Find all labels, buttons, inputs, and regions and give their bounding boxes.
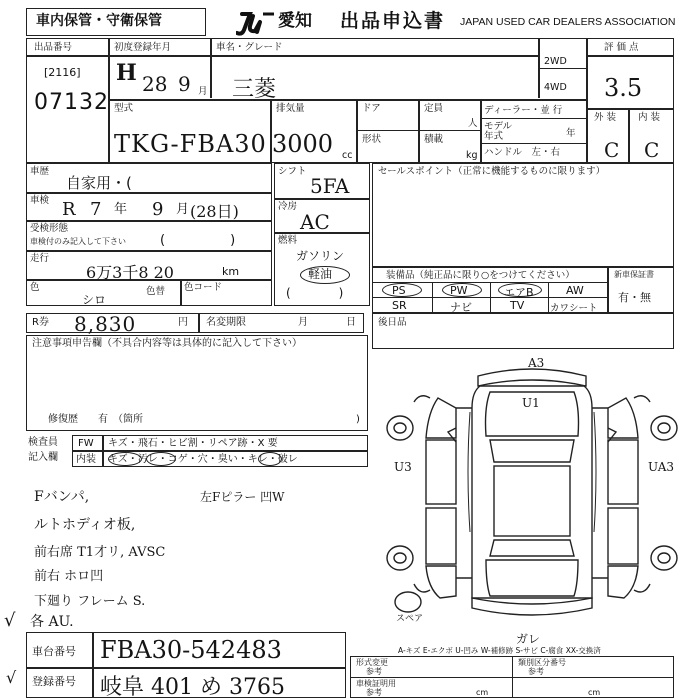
diagram-note-bottom: ガレ — [516, 632, 541, 646]
interior-title: 内装 — [76, 454, 96, 465]
diagram-note-top: A3 — [528, 356, 545, 370]
score-value: 3.5 — [604, 74, 643, 102]
notes-label: 注意事項申告欄（不具合内容等は具体的に記入して下さい） — [32, 338, 302, 349]
dealer-label: ディーラー・並 行 — [484, 105, 563, 116]
equip-seat: カワシート — [550, 303, 598, 314]
inspection-day: (28日) — [190, 202, 239, 221]
drive-4wd: 4WD — [544, 82, 567, 93]
color-code-label: 色コード — [184, 282, 223, 293]
inspection-label: 車検 — [30, 195, 50, 206]
bottom-form-u2: cm — [588, 688, 601, 697]
inspection-year-unit: 年 — [114, 202, 128, 217]
repair-history-close: ) — [356, 414, 360, 425]
note-line-6: 各 AU. — [30, 614, 74, 630]
bottom-form-l4: 参考 — [366, 688, 382, 697]
color-label: 色 — [30, 282, 40, 293]
note-line-2: ルトホディオ板, — [34, 517, 136, 533]
first-reg-year: 28 — [142, 72, 168, 96]
shape-label: 形状 — [362, 134, 382, 145]
car-name-label: 車名・グレード — [216, 42, 283, 53]
equip-sr: SR — [392, 299, 407, 312]
lot-tag: [2116] — [44, 66, 81, 79]
doors-label: ドア — [362, 103, 381, 114]
inspector-label-2: 記入欄 — [28, 452, 58, 463]
interior-label: 内 装 — [638, 112, 661, 123]
equip-airbag: エアB — [504, 286, 534, 299]
model-label: 型式 — [114, 103, 134, 114]
bottom-form-l3: 車検証明用 — [356, 679, 396, 688]
receipt-paren: ( ) — [160, 233, 236, 248]
diagram-note-hood: U1 — [522, 396, 540, 410]
inspection-year: 7 — [90, 199, 102, 220]
interior-scribble-1 — [108, 452, 142, 466]
exterior-label: 外 装 — [594, 112, 617, 123]
drive-2wd: 2WD — [544, 56, 567, 67]
diagram-note-right: UA3 — [648, 460, 675, 474]
color-value: シロ — [82, 293, 107, 307]
score-label: 評 価 点 — [604, 42, 639, 53]
receipt-note: 車検付のみ記入して下さい — [30, 237, 126, 246]
ac-value: AC — [300, 210, 330, 234]
chassis-value: FBA30-542483 — [100, 636, 282, 664]
name-change-day: 日 — [346, 317, 356, 328]
first-reg-label: 初度登録年月 — [114, 42, 172, 53]
note-line-3: 前右席 T1才リ, AVSC — [34, 545, 166, 560]
diagram-note-left: U3 — [394, 460, 412, 474]
displacement-unit: cc — [342, 150, 353, 161]
displacement-value: 3000 — [272, 130, 334, 158]
model-value: TKG-FBA30 — [114, 130, 267, 158]
color-change-label: 色替 — [146, 286, 166, 297]
year-label: 年式 — [484, 131, 504, 142]
note-front-right: 左Fピラー 凹W — [200, 490, 285, 504]
equip-tv: TV — [510, 299, 525, 312]
fw-title: FW — [78, 438, 94, 449]
chassis-label: 車台番号 — [32, 645, 76, 658]
equip-navi: ナビ — [450, 301, 472, 314]
mileage-unit: km — [222, 265, 240, 278]
warranty-value: 有・無 — [618, 291, 651, 304]
interior-grade: C — [644, 138, 660, 162]
storage-label: 車内保管・守衛保管 — [36, 13, 162, 29]
fuel-diesel: 軽油 — [308, 267, 333, 281]
reg-label: 登録番号 — [32, 675, 76, 688]
note-checkmark: √ — [4, 610, 16, 631]
exterior-grade: C — [604, 138, 620, 162]
spare-label: スペア — [396, 614, 424, 624]
later-item-label: 後日品 — [378, 317, 407, 328]
ac-label: 冷房 — [278, 201, 298, 212]
bottom-form-u1: cm — [476, 688, 489, 697]
weight-unit: kg — [466, 150, 478, 161]
damage-legend: A-キズ E-エクボ U-凹み W-補修跡 S-サビ C-腐食 XX-交換済 — [398, 646, 601, 655]
bottom-form-r1: 類別区分番号 — [518, 658, 566, 667]
equip-ps: PS — [392, 284, 406, 297]
repair-history-label: 修復歴 有 （箇所 — [48, 414, 143, 425]
first-reg-month: 9 — [178, 72, 191, 96]
mileage-value: 6万3千8 20 — [86, 263, 174, 282]
model-year-label: モデル — [484, 121, 513, 132]
recycle-value: 8,830 — [74, 312, 137, 336]
name-change-month: 月 — [298, 317, 308, 328]
org-label: 愛知 — [278, 11, 312, 31]
sales-point-label: セールスポイント（正常に機能するものに限ります） — [378, 166, 606, 177]
handle-label: ハンドル 左・右 — [484, 147, 561, 158]
capacity-unit: 人 — [468, 118, 478, 129]
later-item-box — [372, 313, 674, 349]
inspector-label-1: 検査員 — [28, 437, 58, 448]
bottom-form-r2: 参考 — [528, 667, 544, 676]
recycle-label: R券 — [32, 317, 49, 328]
warranty-label: 新車保証書 — [614, 270, 654, 279]
bottom-form-l1: 形式変更 — [356, 658, 388, 667]
fuel-paren: ( ) — [286, 286, 344, 300]
note-line-5: 下廻り フレーム S. — [34, 594, 146, 609]
car-name-value: 三菱 — [232, 77, 277, 102]
year-unit: 年 — [566, 128, 576, 139]
reg-value: 岐阜 401 め 3765 — [100, 675, 285, 700]
lot-label: 出品番号 — [34, 42, 73, 53]
name-change-label: 名変期限 — [206, 317, 246, 328]
ju-logo — [236, 10, 276, 36]
note-line-1: Fバンパ, — [34, 489, 90, 505]
interior-items: キズ・汚レ・コゲ・穴・臭い・キレ・破レ — [108, 454, 298, 465]
receipt-label: 受検形態 — [30, 223, 69, 234]
note-line-4: 前右 ホロ凹 — [34, 569, 104, 584]
interior-scribble-3 — [258, 452, 282, 466]
recycle-unit: 円 — [178, 317, 188, 328]
shift-label: シフト — [278, 166, 307, 177]
equipment-label: 装備品（純正品に限り○をつけてください） — [386, 270, 575, 281]
usage-label: 車歴 — [30, 166, 50, 177]
lot-number: 07132 — [34, 90, 109, 115]
inspection-month-unit: 月 — [176, 202, 190, 217]
first-reg-month-unit: 月 — [198, 86, 208, 97]
reg-checkmark: √ — [6, 668, 17, 687]
bottom-form-l2: 参考 — [366, 667, 382, 676]
fuel-label: 燃料 — [278, 235, 298, 246]
fuel-gasoline: ガソリン — [296, 249, 345, 263]
displacement-label: 排気量 — [276, 103, 305, 114]
sales-point-box — [372, 163, 674, 267]
interior-scribble-2 — [146, 452, 176, 466]
first-reg-era: H — [116, 60, 137, 86]
fw-items: キズ・飛石・ヒビ割・リペア跡・X 要 — [108, 438, 278, 449]
capacity-label: 定員 — [424, 103, 444, 114]
mileage-label: 走行 — [30, 253, 50, 264]
equip-aw: AW — [566, 284, 584, 297]
association-name: JAPAN USED CAR DEALERS ASSOCIATION — [460, 16, 676, 28]
inspection-month: 9 — [152, 199, 164, 220]
form-title: 出品申込書 — [340, 10, 446, 32]
equip-pw: PW — [450, 284, 468, 297]
usage-value: 自家用・( — [66, 174, 132, 192]
weight-label: 積載 — [424, 134, 444, 145]
inspection-era: R — [62, 199, 76, 220]
shift-value: 5FA — [310, 174, 350, 198]
